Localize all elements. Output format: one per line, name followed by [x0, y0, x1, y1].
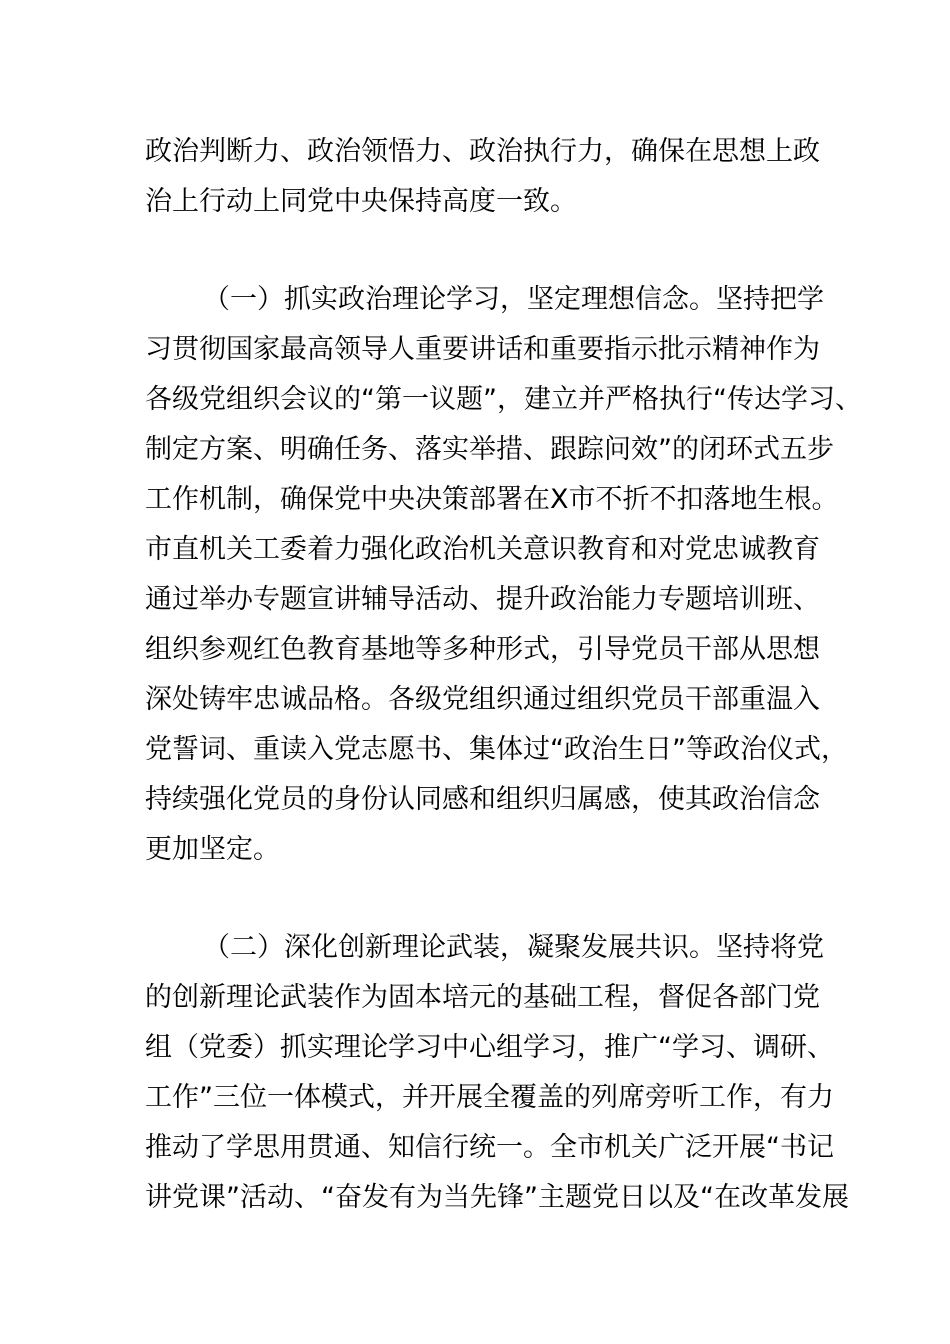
text-line: 治上行动上同党中央保持高度一致。: [145, 186, 577, 217]
section-heading-line: （二）深化创新理论武装，凝聚发展共识。坚持将党: [203, 932, 824, 963]
text-line: 制定方案、明确任务、落实举措、跟踪问效”的闭环式五步: [145, 434, 834, 465]
text-line: 工作机制，确保党中央决策部署在X市不折不扣落地生根。: [145, 484, 839, 515]
text-line: 更加坚定。: [145, 834, 280, 865]
text-line: 各级党组织会议的“第一议题”，建立并严格执行“传达学习、: [145, 384, 862, 415]
text-line: 讲党课”活动、“奋发有为当先锋”主题党日以及“在改革发展: [145, 1182, 849, 1213]
text-line: 党誓词、重读入党志愿书、集体过“政治生日”等政治仪式，: [145, 734, 848, 765]
text-line: 市直机关工委着力强化政治机关意识教育和对党忠诚教育: [145, 534, 820, 565]
text-line: 通过举办专题宣讲辅导活动、提升政治能力专题培训班、: [145, 584, 820, 615]
text-line: 的创新理论武装作为固本培元的基础工程，督促各部门党: [145, 982, 820, 1013]
text-line: 工作”三位一体模式，并开展全覆盖的列席旁听工作，有力: [145, 1082, 834, 1113]
paragraph-political-theory-study: [145, 275, 862, 875]
text-line: 政治判断力、政治领悟力、政治执行力，确保在思想上政: [145, 136, 820, 167]
text-line: 持续强化党员的身份认同感和组织归属感，使其政治信念: [145, 784, 820, 815]
text-line: 习贯彻国家最高领导人重要讲话和重要指示批示精神作为: [145, 334, 820, 365]
text-line: 推动了学思用贯通、知信行统一。全市机关广泛开展“书记: [145, 1132, 834, 1163]
paragraph-continuation: [145, 127, 820, 227]
text-line: 组织参观红色教育基地等多种形式，引导党员干部从思想: [145, 634, 820, 665]
text-line: 组（党委）抓实理论学习中心组学习，推广“学习、调研、: [145, 1032, 834, 1063]
section-heading-line: （一）抓实政治理论学习，坚定理想信念。坚持把学: [203, 284, 824, 315]
paragraph-innovative-theory: [145, 923, 849, 1223]
text-line: 深处铸牢忠诚品格。各级党组织通过组织党员干部重温入: [145, 684, 820, 715]
